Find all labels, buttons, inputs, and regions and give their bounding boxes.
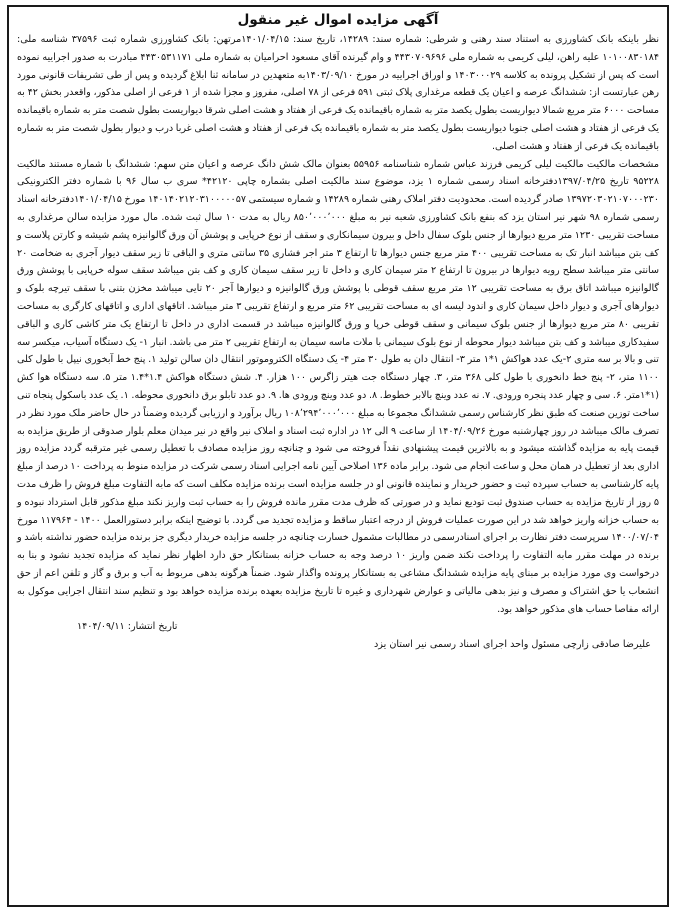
notice-frame [7, 5, 669, 907]
notice-body [17, 31, 659, 618]
signature-line: علیرضا صادقی زارچی مسئول واحد اجرای اسناد رسمی نیر استان یزد [374, 639, 651, 651]
notice-paragraph-property: نظر باینکه بانک کشاورزی به استناد سند رهنی و شرطی: شماره سند: ۱۴۲۸۹، تاریخ سند: ۱۴۰۱/۰۴/۱۵مرتهن: بانک کشاورزی شماره ثبت ۳۷۵۹۶ شناسه ملی: ۱۰۱۰۰۸۳۰۱۸۴ علیه راهن، لیلی کریمی به شماره ملی ۴۴۳۰۷۰۹۶۹۶ و وام گیرنده آقای مسعود احرامیان به شماره ملی ۴۴۳۰۵۳۱۱۷۱ مبادرت به صدور اجراییه نموده است که پس از تشکیل پرونده به کلاسه ۱۴۰۳۰۰۰۲۹ و اوراق اجراییه در مورخ ۱۴۰۳/۰۹/۱۰به متعهدین در سامانه ثنا ابلاغ گردیده و پس از طی تشریفات قانونی مورد رهن عبارتست از: ششدانگ عرصه و اعیان یک قطعه مرغداری پلاک ثبتی ۵۹۱ فرعی از ۷۸ اصلی، مفروز و مجزا شده از ۱ فرعی از اصلی مذکور، واقعدر بخش ۴۲ به مساحت ۶۰۰۰ متر مربع شمالا دیواریست بطول یکصد متر به شماره باقیمانده یک فرعی از هفتاد و هشت اصلی شرقا دیواریست بطول شصت متر به شماره باقیمانده یک فرعی از هفتاد و هشت اصلی جنوبا دیواریست بطول یکصد متر به شماره باقیمانده یک فرعی از هفتاد و هشت اصلی غربا درب و دیوار بطول شصت متر به شماره باقیمانده یک فرعی از هفتاد و هشت اصلی. [17, 34, 659, 152]
notice-paragraph-ownership-terms: مشخصات مالکیت مالکیت لیلی کریمی فرزند عباس شماره شناسنامه ۵۵۹۵۶ بعنوان مالک شش دانگ عرصه و اعیان متن سهم: ششدانگ با شماره مستند مالکیت ۹۵۲۲۸ تاریخ ۱۳۹۷/۰۴/۲۵دفترخانه اسناد رسمی شماره ۱ یزد، موضوع سند مالکیت اصلی بشماره چاپی ۴۲۱۲۰* سری ب سال ۹۶ با شماره دفتر الکترونیکی ۱۳۹۷۲۰۳۰۲۱۰۷۰۰۰۲۳۰ صادر گردیده است. محدودیت دفتر املاک رهنی شماره ۱۴۲۸۹ و شماره سیستمی ۱۴۰۱۴۰۲۱۲۰۳۱۰۰۰۰۰۵۷ مورخ ۱۴۰۱/۰۴/۱۵دفترخانه اسناد رسمی شماره ۹۸ شهر نیر استان یزد که بنفع بانک کشاورزی شعبه نیر به مبلغ ۸۵۰٬۰۰۰٬۰۰۰ ریال به مدت ۱۰ سال ثبت شده. مال مورد مزایده سالن مرغداری به مساحت تقریبی ۱۲۳۰ متر مربع دیوارها از جنس بلوک سفال داخل و بیرون سیمانکاری و سقف از نوع خرپایی و پوشش آن ورق گالوانیزه پشم شیشه و کارتن پلاست و کف بتن میباشد انبار تک به مساحت تقریبی ۴۰۰ متر مربع جنس دیوارها تا ارتفاع ۳ متر اجر فشاری ۳۵ سانتی متری و الباقی تا زیر سقف دیوار آجری به ضخامت ۲۰ سانتی متر میباشد سطح رویه دیوارها در بیرون تا ارتفاع ۲ متر سیمان کاری و داخل تا زیر سقف سیمان کاری و کف بتن میباشد سقف سوله خرپایی با پوشش ورق گالوانیزه میباشد اتاق برق به مساحت تقریبی ۱۲ متر مربع سقف قوطی با پوشش ورق گالوانیزه و دیوارها آجر ۲۰ تایی میباشد مخزن بتنی با سقف تیرچه بلوک و دیوارهای آجری و دیوار داخل سیمان کاری و اندود لیسه ای به مساحت تقریبی ۶۲ متر مربع و ارتفاع تقریبی ۳ متر میباشد. اتاقهای اداری و اتاقهای کارگری به مساحت تقریبی ۸۰ متر مربع دیوارها از جنس بلوک سیمانی و سقف قوطی خرپا و ورق گالوانیزه میباشد در قسمت اداری در داخل تا ارتفاع یک متر کاشی کاری و الباقی سفیدکاری میباشد و کف بتن میباشد دیوار محوطه از نوع بلوک سیمانی با ملات ماسه سیمان به ارتفاع تقریبی ۲ متر می باشد. انبار ۱- یک دستگاه آسیاب، میکسر سه تنی و بالا بر سه متری ۲-یک عدد هواکش ۱*۱ متر ۳- انتقال دان به طول ۳۰ متر ۴- یک دستگاه الکتروموتور انتقال دان سالن تولید ۱. پنج خط آبخوری نیپل با طول کلی ۱۱۰۰ متر، ۲- پنج خط دانخوری با طول کلی ۳۶۸ متر، ۳. چهار دستگاه جت هیتر زاگرس ۱۰۰ هزار. ۴. شش دستگاه هواکش ۱.۴*۱.۴ متر ۵. سه دستگاه هوا کش (۱*۱متر. ۶. سی و چهار عدد پنجره ورودی. ۷. نه عدد وینچ بالابر خطوط. ۸. دو عدد وینچ ورودی ها. ۹. دو عدد تابلو برق دانخوری محوطه. ۱. یک عدد باسکول پنجاه تنی ساخت توزین صنعت که طبق نظر کارشناس رسمی ششدانگ مجموعا به مبلغ ۱۰۸٬۲۹۴٬۰۰۰٬۰۰۰ ریال برآورد و ارزیابی گردیده وضمناً در حال حاضر ملک مورد نظر در تصرف مالک میباشد در روز چهارشنبه مورخ ۱۴۰۴/۰۹/۲۶ از ساعت ۹ الی ۱۲ در اداره ثبت اسناد و املاک نیر واقع در نیر میدان معلم بلوار صدوقی از طریق مزایده به قیمت پایه به مزایده گذاشته میشود و به بالاترین قیمت پیشنهادی نقداً فروخته می شود و چنانچه روز مزایده مصادف با تعطیل رسمی غیر مترقبه گردد مزایده روز اداری بعد از تعطیل در همان محل و ساعت انجام می شود. برابر ماده ۱۳۶ اصلاحی آیین نامه اجرایی اسناد رسمی شرکت در مزایده منوط به پرداخت ۱۰ درصد از مبلغ پایه کارشناسی به حساب سپرده ثبت و حضور خریدار و نماینده قانونی او در جلسه مزایده است برنده مزایده مکلف است که مابه التفاوت مبلغ فروش را ظرف مدت ۵ روز از تاریخ مزایده به حساب صندوق ثبت تودیع نماید و در صورتی که ظرف مدت مقرر مانده فروش را به حساب ثبت واریز نکند مبلغ مذکور قابل استرداد نبوده و به حساب خزانه واریز خواهد شد در این صورت عملیات فروش از درجه اعتبار ساقط و مزایده تجدید می گردد. با توضیح اینکه برابر دستورالعمل ۱۴۰۰ - ۱۱۷۹۶۴ مورخ ۱۴۰۰/۰۷/۰۴ سرپرست دفتر نظارت بر اجرای اسنادرسمی در مطالبات مشمول خسارت چنانچه در جلسه مزایده خریدار دیگری جز برنده مزایده حضور نداشته باشد و برنده در مهلت مقرر مابه التفاوت را پرداخت نکند ضمن واریز ۱۰ درصد وجه به حساب خزانه بستانکار حق دارد اظهار نظر نماید که مزایده تجدید نشود و بنا به درخواست وی مورد مزایده بر مبنای پایه مزایده ششدانگ مشاعی به بستانکار پرونده واگذار شود. ضمناً هرگونه بدهی مربوط به آب و برق و گاز و تلفن اعم از حق انشعاب یا حق اشتراک و مصرف و نیز بدهی مالیاتی و عوارض شهرداری و غیره تا تاریخ مزایده بعهده برنده مزایده خواهد بود و تنظیم سند انتقال اجرایی موکول به ارائه مفاصا حساب های مذکور خواهد بود. [17, 158, 660, 615]
publication-date: تاریخ انتشار: ۱۴۰۴/۰۹/۱۱ [77, 621, 178, 633]
notice-title: آگهی مزایده اموال غیر منقول [237, 12, 439, 28]
